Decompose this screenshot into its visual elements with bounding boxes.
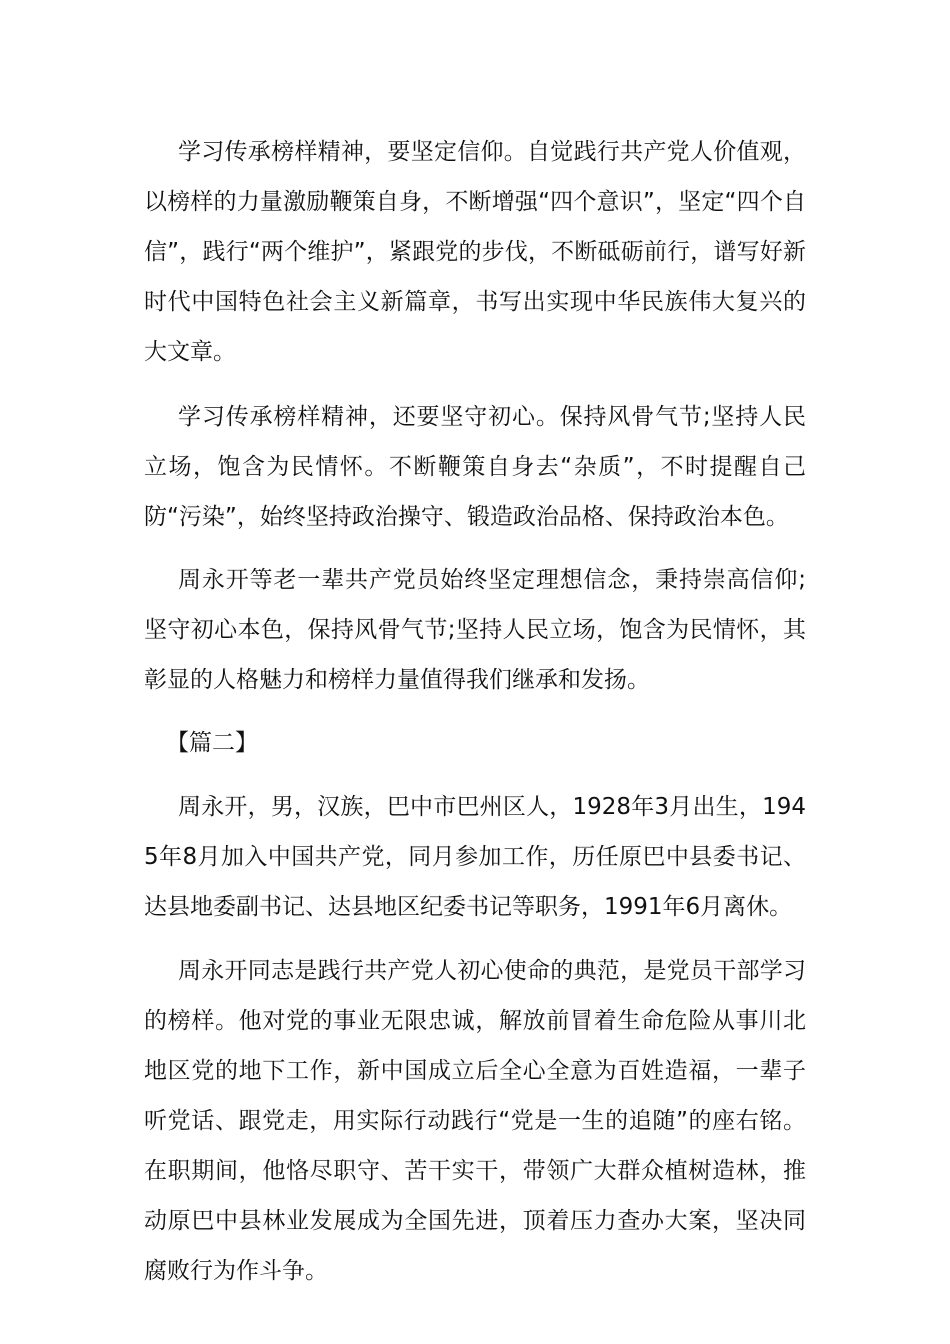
paragraph-elder-generation: 周永开等老一辈共产党员始终坚定理想信念，秉持崇高信仰;坚守初心本色，保持风骨气节;坚持人民立场，饱含为民情怀，其彰显的人格魅力和榜样力量值得我们继承和发扬。 xyxy=(144,567,806,693)
document-body xyxy=(144,127,806,1310)
paragraph-biography: 周永开，男，汉族，巴中市巴州区人，1928年3月出生，1945年8月加入中国共产党，同月参加工作，历任原巴中县委书记、达县地委副书记、达县地区纪委书记等职务，1991年6月离休。 xyxy=(144,794,806,920)
paragraph-keep-original-heart: 学习传承榜样精神，还要坚守初心。保持风骨气节;坚持人民立场，饱含为民情怀。不断鞭策自身去“杂质”，不时提醒自己防“污染”，始终坚持政治操守、锻造政治品格、保持政治本色。 xyxy=(144,404,806,530)
paragraph-firm-belief: 学习传承榜样精神，要坚定信仰。自觉践行共产党人价值观，以榜样的力量激励鞭策自身，不断增强“四个意识”，坚定“四个自信”，践行“两个维护”，紧跟党的步伐，不断砥砺前行，谱写好新时代中国特色社会主义新篇章，书写出实现中华民族伟大复兴的大文章。 xyxy=(144,139,806,365)
paragraph-role-model: 周永开同志是践行共产党人初心使命的典范，是党员干部学习的榜样。他对党的事业无限忠诚，解放前冒着生命危险从事川北地区党的地下工作，新中国成立后全心全意为百姓造福，一辈子听党话、跟党走，用实际行动践行“党是一生的追随”的座右铭。在职期间，他恪尽职守、苦干实干，带领广大群众植树造林，推动原巴中县林业发展成为全国先进，顶着压力查办大案，坚决同腐败行为作斗争。 xyxy=(144,958,806,1284)
section-heading-part-two: 【篇二】 xyxy=(166,730,258,756)
